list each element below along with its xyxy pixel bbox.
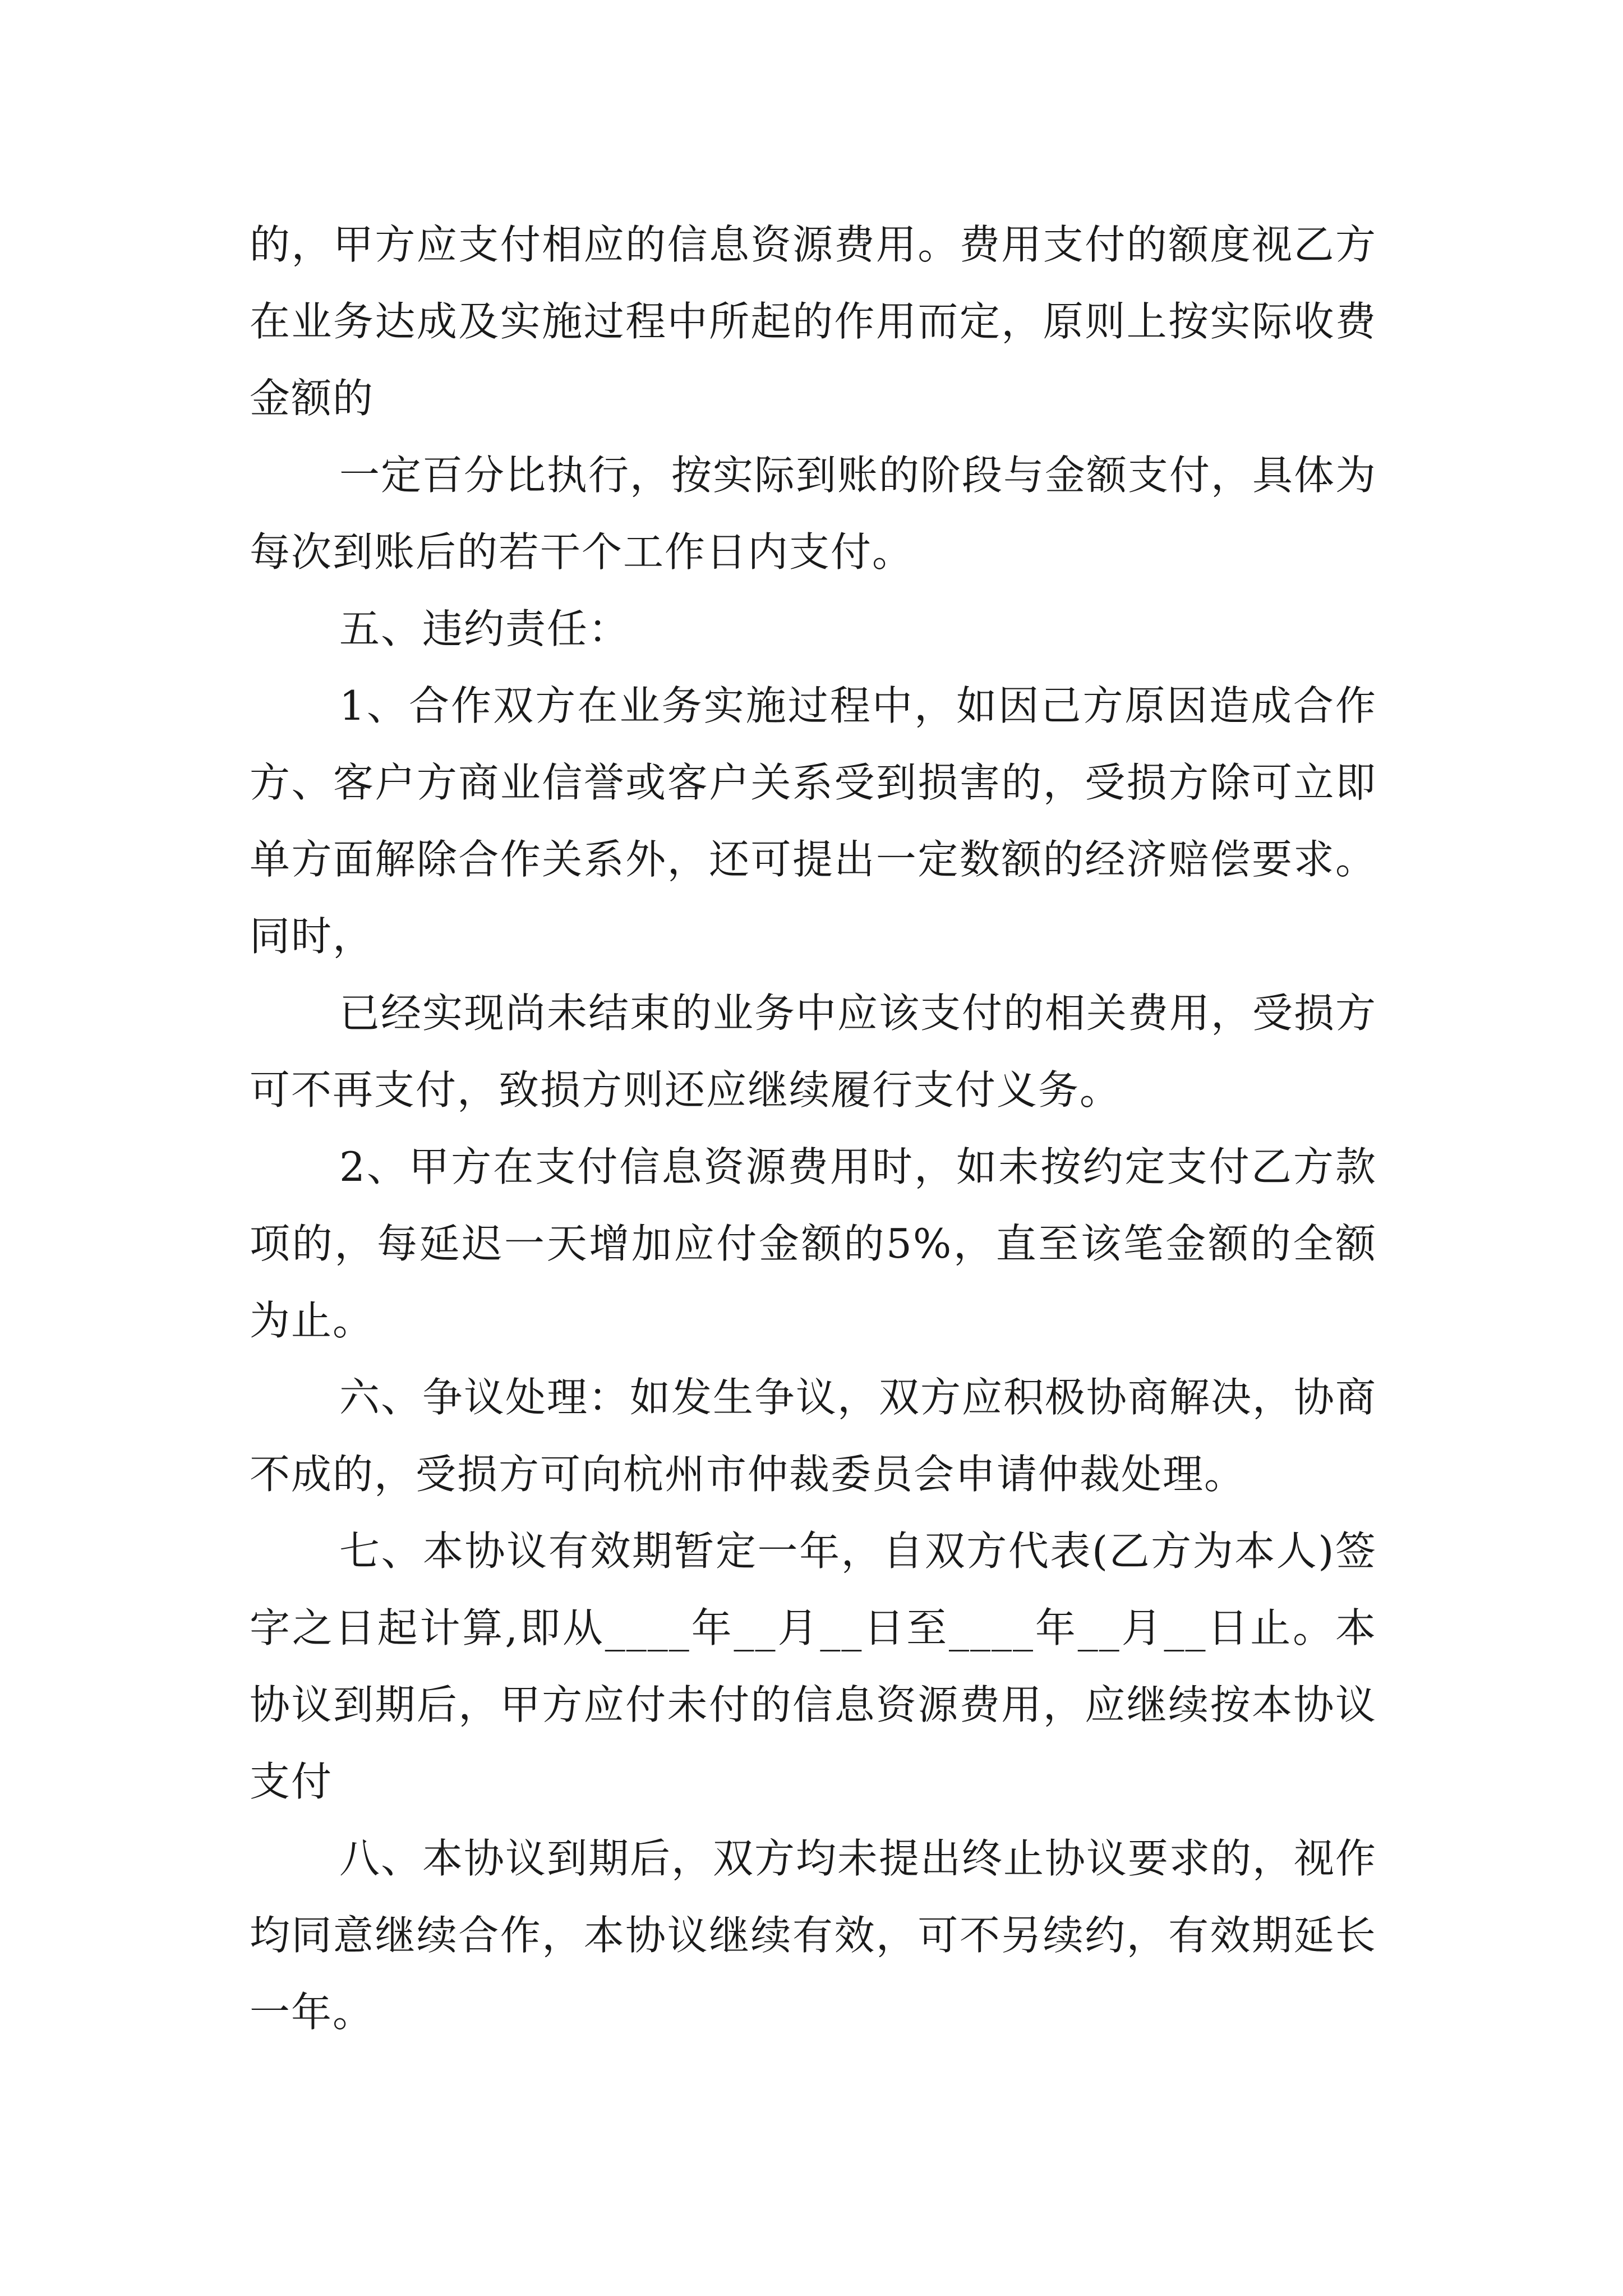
document-body xyxy=(250,206,1377,2051)
paragraph-renewal: 八、本协议到期后，双方均未提出终止协议要求的，视作均同意继续合作，本协议继续有效，可不另续约，有效期延长一年。 xyxy=(250,1835,1377,2036)
paragraph-breach-clause-1: 1、合作双方在业务实施过程中，如因己方原因造成合作方、客户方商业信誉或客户关系受到损害的，受损方除可立即单方面解除合作关系外，还可提出一定数额的经济赔偿要求。同时， xyxy=(250,682,1377,960)
paragraph-validity-period: 七、本协议有效期暂定一年，自双方代表(乙方为本人)签字之日起计算,即从____年__月__日至____年__月__日止。本协议到期后，甲方应付未付的信息资源费用，应继续按本协议支付 xyxy=(250,1527,1377,1805)
paragraph-breach-clause-2: 2、甲方在支付信息资源费用时，如未按约定支付乙方款项的，每延迟一天增加应付金额的5%，直至该笔金额的全额为止。 xyxy=(250,1143,1377,1344)
paragraph-dispute-resolution: 六、争议处理：如发生争议，双方应积极协商解决，协商不成的，受损方可向杭州市仲裁委员会申请仲裁处理。 xyxy=(250,1374,1377,1498)
paragraph-fee-percentage: 一定百分比执行，按实际到账的阶段与金额支付，具体为每次到账后的若干个工作日内支付。 xyxy=(250,452,1377,576)
paragraph-breach-clause-1-cont: 已经实现尚未结束的业务中应该支付的相关费用，受损方可不再支付，致损方则还应继续履行支付义务。 xyxy=(250,990,1377,1114)
paragraph-fee-continuation: 的，甲方应支付相应的信息资源费用。费用支付的额度视乙方在业务达成及实施过程中所起的作用而定，原则上按实际收费金额的 xyxy=(250,221,1377,422)
section-heading-breach: 五、违约责任： xyxy=(339,605,630,652)
